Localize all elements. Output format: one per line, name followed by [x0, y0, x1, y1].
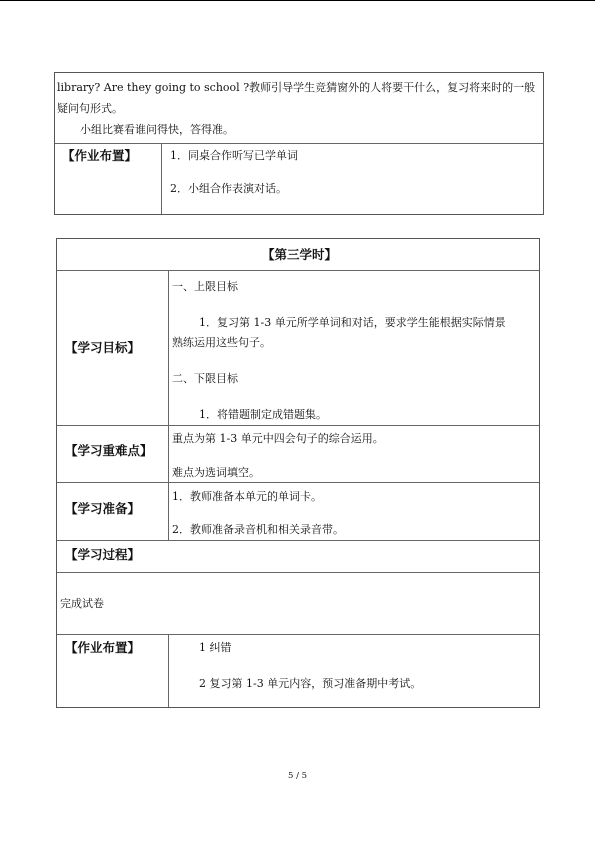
homework-item-1: 1．同桌合作听写已学单词 [170, 149, 298, 162]
upper-goals-heading: 一、上限目标 [172, 280, 238, 293]
page-number: 5 / 5 [287, 771, 308, 781]
homework-label-top: 【作业布置】 [62, 148, 138, 163]
homework-label-main: 【作业布置】 [65, 640, 141, 655]
preparation-line-1: 1．教师准备本单元的单词卡。 [172, 490, 322, 503]
preparation-line-2: 2．教师准备录音机和相关录音带。 [172, 523, 344, 536]
key-points-line-1: 重点为第 1-3 单元中四会句子的综合运用。 [172, 432, 384, 445]
key-points-label: 【学习重难点】 [65, 443, 153, 458]
process-label: 【学习过程】 [65, 547, 141, 562]
preparation-label: 【学习准备】 [65, 501, 141, 516]
lower-goals-heading: 二、下限目标 [172, 372, 238, 385]
lesson-title: 【第三学时】 [262, 247, 338, 262]
key-points-line-2: 难点为选词填空。 [172, 466, 260, 479]
continuation-line-1: library? Are they going to school ?教师引导学生竞猜窗外的人将要干什么，复习将来时的一般 [57, 81, 536, 94]
continuation-line-2: 疑问句形式。 [57, 102, 123, 115]
homework-line-2: 2 复习第 1-3 单元内容，预习准备期中考试。 [199, 677, 422, 690]
upper-goal-line-1: 1．复习第 1-3 单元所学单词和对话，要求学生能根据实际情景 [199, 316, 506, 329]
process-content: 完成试卷 [60, 597, 104, 610]
upper-goal-line-2: 熟练运用这些句子。 [172, 336, 271, 349]
goals-label: 【学习目标】 [65, 340, 141, 355]
third-lesson-table [56, 238, 540, 708]
continuation-line-3: 小组比赛看谁问得快，答得准。 [80, 123, 234, 136]
page-top-rule [0, 0, 595, 1]
homework-item-2: 2．小组合作表演对话。 [170, 182, 287, 195]
homework-line-1: 1 纠错 [199, 641, 232, 654]
lower-goal-line-1: 1．将错题制定成错题集。 [199, 408, 327, 421]
